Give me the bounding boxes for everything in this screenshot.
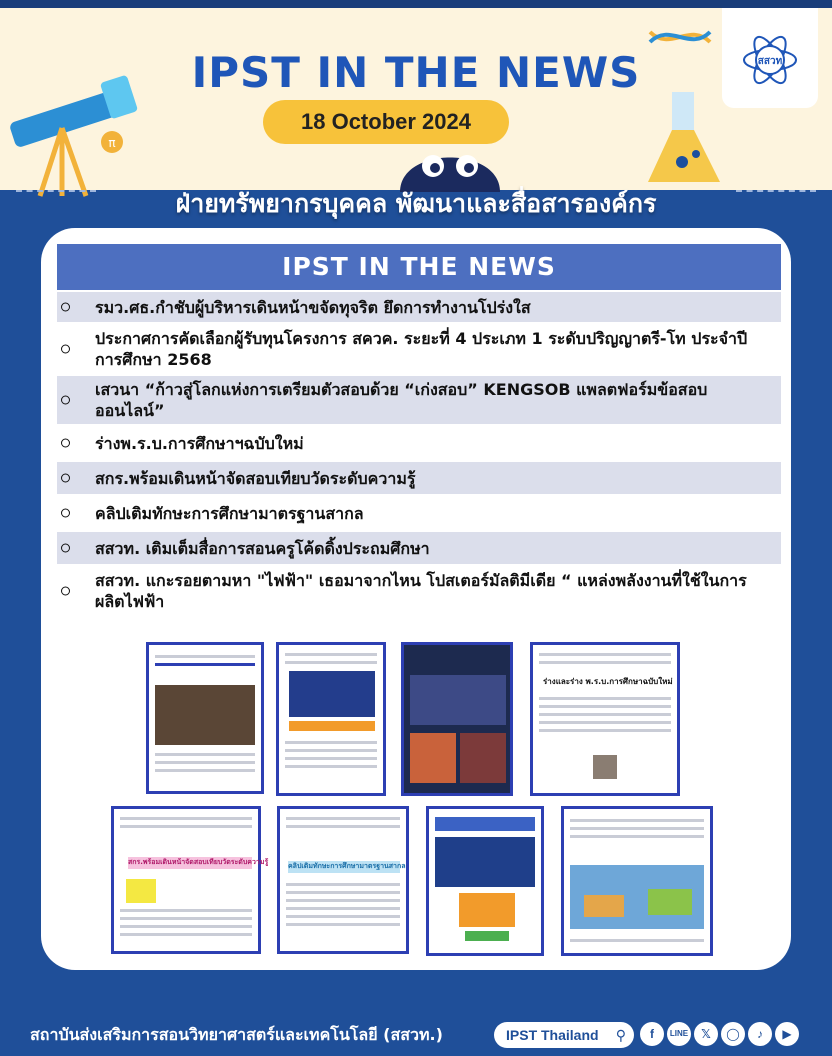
handle-label: IPST Thailand [506, 1027, 599, 1043]
department-title: ฝ่ายทรัพยากรบุคคล พัฒนาและสื่อสารองค์กร [175, 189, 657, 218]
search-icon: ⚲ [615, 1027, 626, 1043]
bullet-icon [61, 303, 70, 312]
top-bar [0, 0, 832, 8]
item-text: สกร.พร้อมเดินหน้าจัดสอบเทียบวัดระดับความรู้ [95, 468, 416, 488]
item-text: ประกาศการคัดเลือกผู้รับทุนโครงการ สควค. ระยะที่ 4 ประเภท 1 ระดับปริญญาตรี-โท ประจำปีการศึกษา 2568 [95, 329, 748, 369]
news-clipping-thumbnail[interactable] [277, 806, 409, 954]
bullet-icon [61, 474, 70, 483]
list-item[interactable] [57, 427, 781, 459]
news-clipping-thumbnail[interactable] [401, 642, 513, 796]
list-item[interactable] [57, 497, 781, 529]
footer [0, 1014, 832, 1056]
card-heading: IPST IN THE NEWS [57, 244, 781, 290]
x-icon[interactable]: 𝕏 [694, 1022, 718, 1046]
bullet-icon [61, 396, 70, 405]
bullet-icon [61, 509, 70, 518]
clipping-heading: สกร.พร้อมเดินหน้าจัดสอบเทียบวัดระดับความรู้ [128, 857, 252, 869]
line-icon[interactable]: LINE [667, 1022, 691, 1046]
youtube-icon[interactable]: ▶ [775, 1022, 799, 1046]
item-text: คลิปเติมทักษะการศึกษามาตรฐานสากล [95, 503, 364, 523]
list-item[interactable] [57, 292, 781, 322]
news-clipping-thumbnail[interactable] [426, 806, 544, 956]
clipping-heading: ร่างและร่าง พ.ร.บ.การศึกษาฉบับใหม่ [543, 677, 673, 686]
header-banner [0, 8, 832, 190]
news-clipping-thumbnail[interactable] [530, 642, 680, 796]
bullet-icon [61, 345, 70, 354]
svg-text:π: π [108, 136, 116, 150]
facebook-icon[interactable]: f [640, 1022, 664, 1046]
news-clipping-thumbnail[interactable] [561, 806, 713, 956]
footer-org-name: สถาบันส่งเสริมการสอนวิทยาศาสตร์และเทคโนโลยี (สสวท.) [30, 1025, 443, 1044]
item-text: รมว.ศธ.กำชับผู้บริหารเดินหน้าขจัดทุจริต ยึดการทำงานโปร่งใส [95, 297, 531, 317]
list-item[interactable] [57, 376, 781, 424]
date-badge: 18 October 2024 [263, 100, 509, 144]
list-item[interactable] [57, 325, 781, 373]
list-item[interactable] [57, 462, 781, 494]
ipst-logo-text: สสวท [757, 56, 783, 67]
news-clipping-thumbnail[interactable] [111, 806, 269, 954]
bullet-icon [61, 544, 70, 553]
item-text: เสวนา “ก้าวสู่โลกแห่งการเตรียมตัวสอบด้วย “เก่งสอบ” KENGSOB แพลตฟอร์มข้อสอบออนไลน์” [95, 380, 708, 420]
instagram-icon[interactable]: ◯ [721, 1022, 745, 1046]
news-card [41, 228, 791, 970]
item-text: สสวท. แกะรอยตามหา "ไฟฟ้า" เธอมาจากไหน โปสเตอร์มัลติมีเดีย “ แหล่งพลังงานที่ใช้ในการผลิตไฟฟ้า [95, 571, 747, 611]
bullet-icon [61, 587, 70, 596]
item-text: ร่างพ.ร.บ.การศึกษาฯฉบับใหม่ [95, 433, 304, 453]
news-list [57, 292, 781, 618]
news-clipping-thumbnail[interactable] [146, 642, 264, 794]
ipst-thailand-search-pill[interactable] [494, 1022, 634, 1048]
news-clipping-thumbnail[interactable] [276, 642, 386, 796]
tiktok-icon[interactable]: ♪ [748, 1022, 772, 1046]
list-item[interactable] [57, 567, 781, 615]
bullet-icon [61, 439, 70, 448]
item-text: สสวท. เติมเต็มสื่อการสอนครูโค้ดดิ้งประถมศึกษา [95, 538, 430, 558]
page-title: IPST IN THE NEWS [191, 48, 641, 97]
clipping-heading: คลิปเติมทักษะการศึกษามาตรฐานสากล [288, 861, 400, 873]
list-item[interactable] [57, 532, 781, 564]
